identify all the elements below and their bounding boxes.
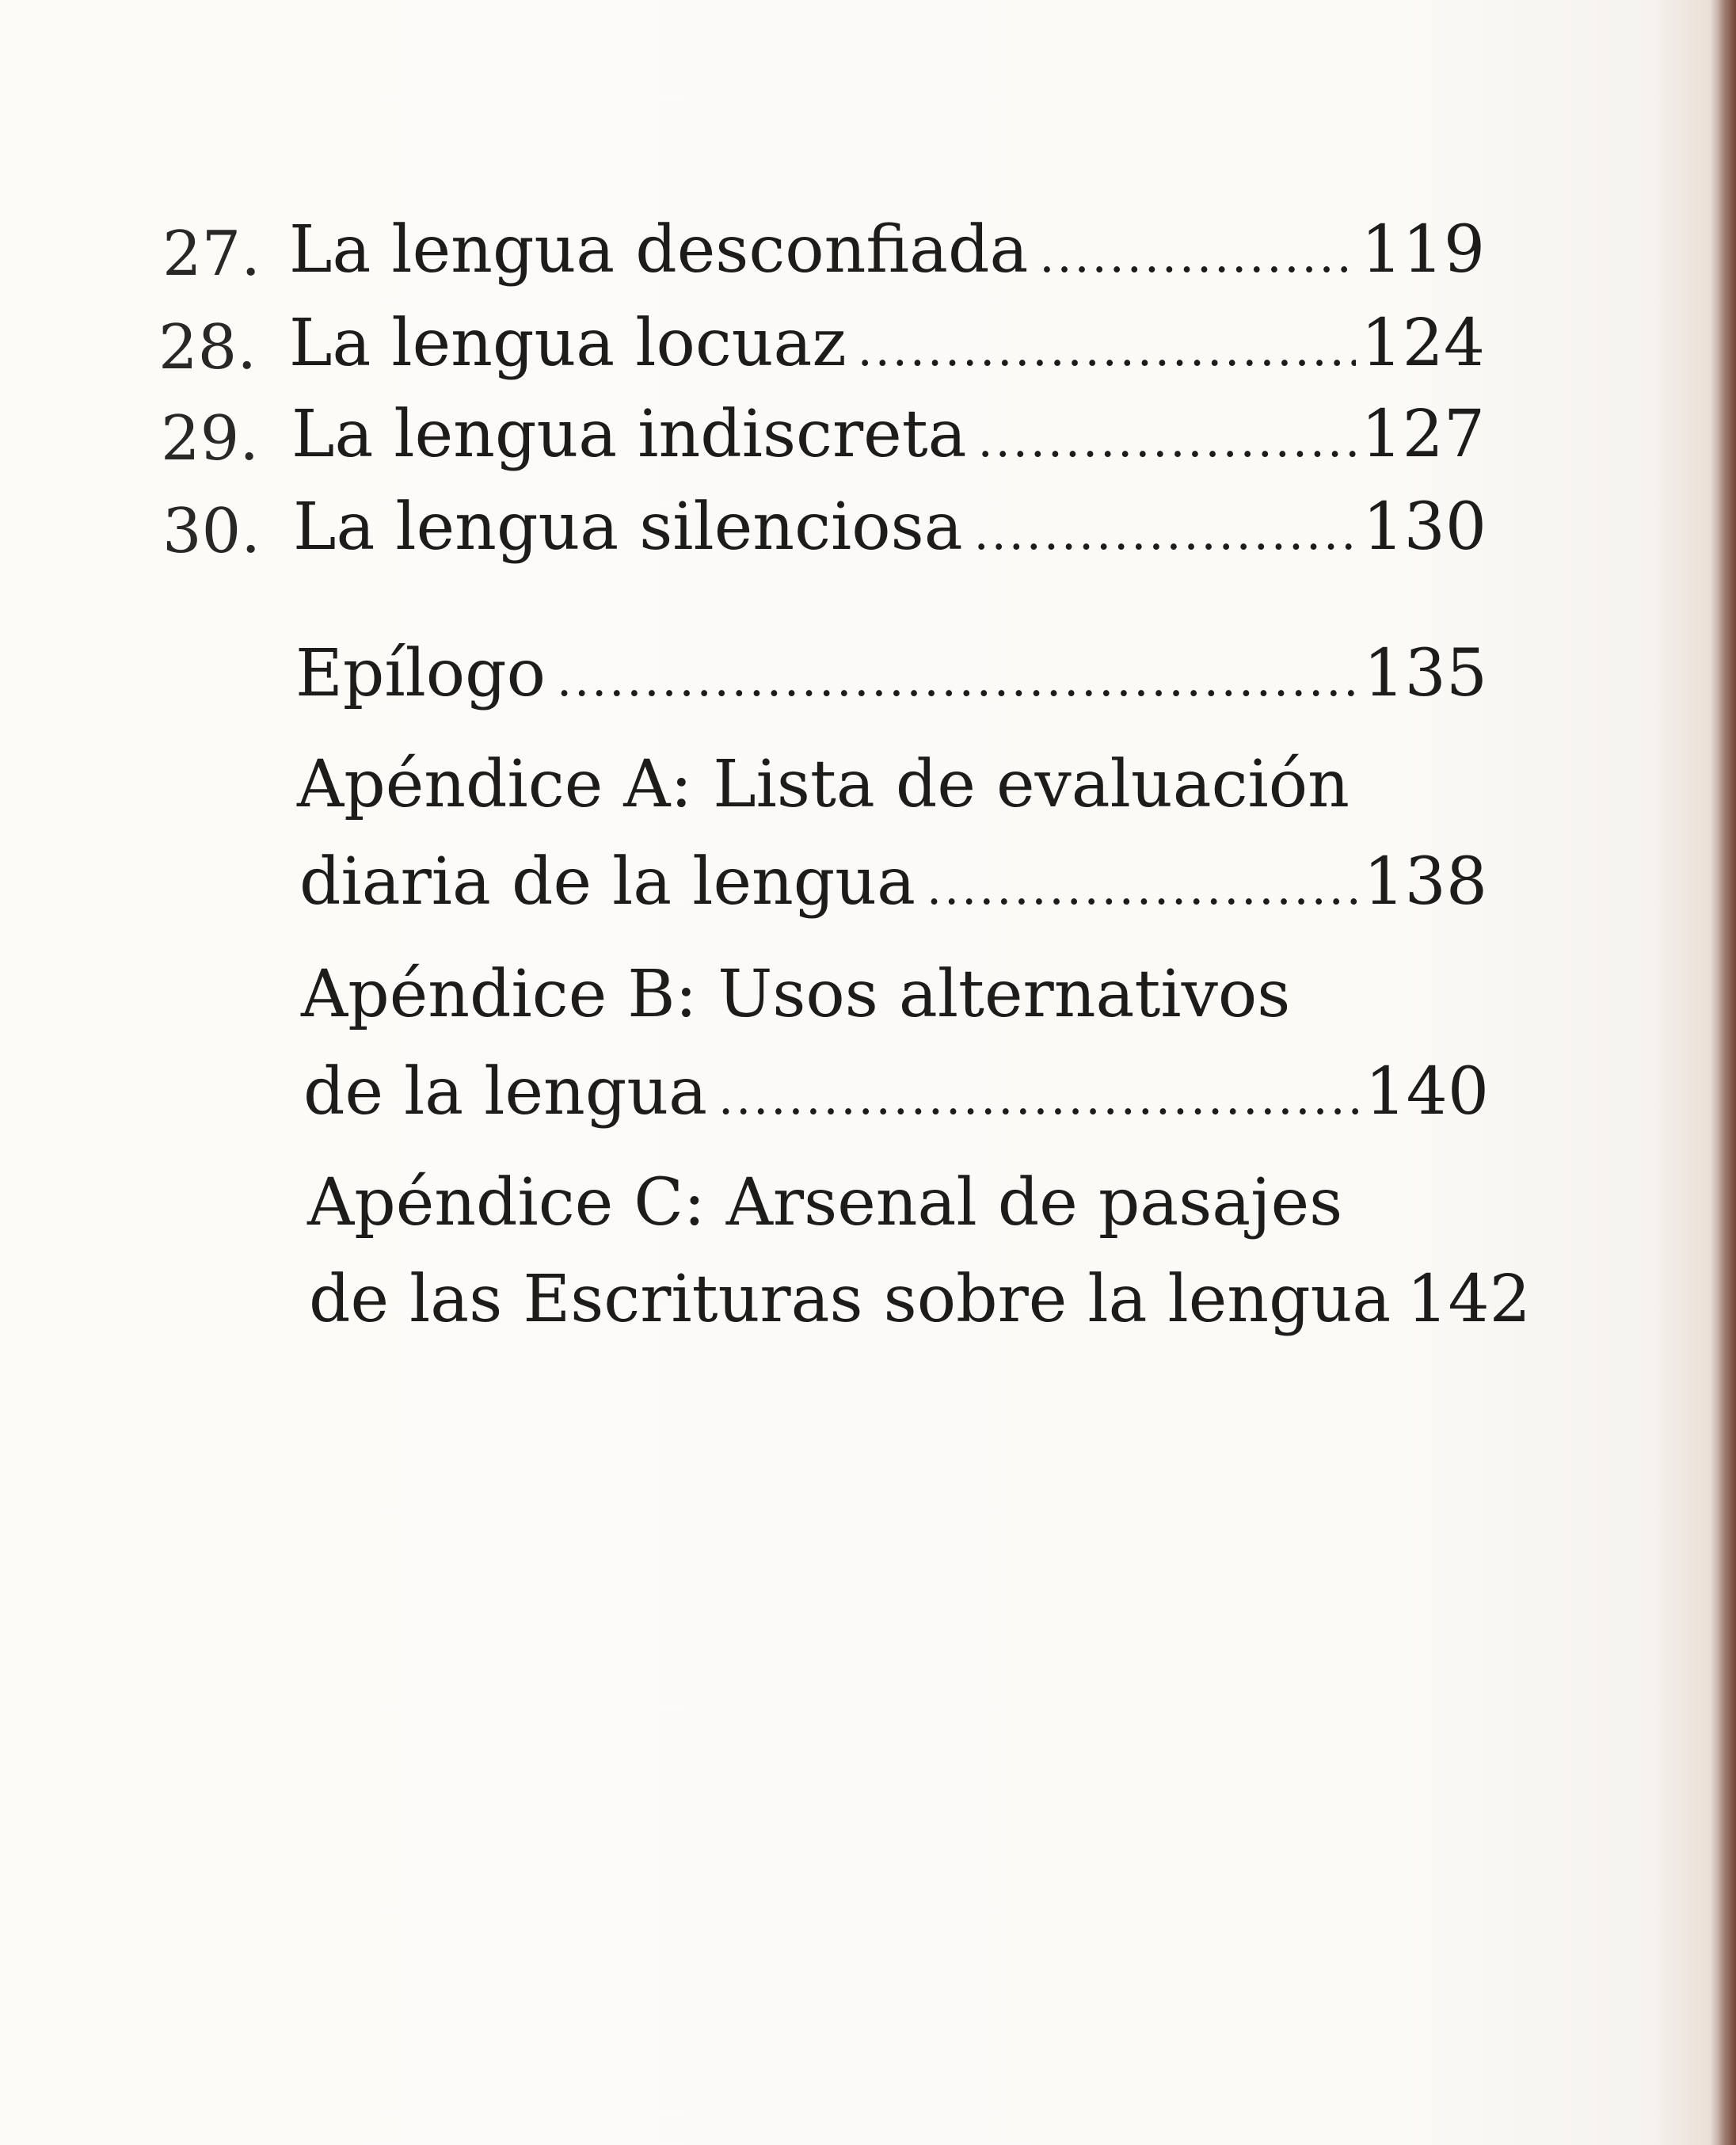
entry-title: La lengua desconfiada [289, 212, 1029, 288]
toc-entry-appendix-b[interactable] [303, 1054, 1489, 1130]
entry-page-number: 142 [1407, 1262, 1531, 1337]
chapter-number: 30. [162, 496, 261, 567]
entry-page-number: 135 [1363, 636, 1487, 711]
toc-entry-epilogue[interactable] [295, 636, 1487, 711]
chapter-number: 28. [158, 312, 257, 383]
entry-title: La lengua indiscreta [291, 397, 967, 472]
entry-title: La lengua silenciosa [293, 490, 963, 565]
entry-page-number: 119 [1361, 212, 1485, 288]
dot-leader [978, 417, 1357, 464]
entry-page-number: 140 [1365, 1054, 1489, 1130]
entry-title: Epílogo [295, 636, 546, 711]
toc-entry-chapter-27[interactable] [289, 212, 1485, 288]
entry-title-line-1: Apéndice B: Usos alternativos [301, 957, 1291, 1032]
toc-entry-appendix-a[interactable] [299, 844, 1487, 920]
entry-title-line-1: Apéndice A: Lista de evaluación [297, 747, 1350, 822]
dot-leader [974, 509, 1358, 557]
entry-title-line-2: de las Escrituras sobre la lengua [309, 1262, 1391, 1337]
dot-leader [927, 864, 1358, 912]
dot-leader [557, 656, 1358, 703]
dot-leader [718, 1074, 1360, 1122]
chapter-number: 29. [161, 403, 260, 474]
entry-page-number: 130 [1362, 490, 1487, 565]
chapter-number: 27. [162, 219, 261, 290]
toc-entry-chapter-28[interactable] [289, 306, 1485, 381]
entry-page-number: 127 [1361, 397, 1485, 472]
entry-title-line-2: diaria de la lengua [299, 844, 916, 920]
entry-title: La lengua locuaz [289, 306, 847, 381]
toc-entry-appendix-c[interactable] [309, 1262, 1531, 1337]
toc-entry-chapter-30[interactable] [293, 490, 1487, 565]
entry-page-number: 124 [1361, 306, 1485, 381]
dot-leader [858, 326, 1357, 373]
toc-entry-chapter-29[interactable] [291, 397, 1485, 472]
entry-page-number: 138 [1363, 844, 1487, 920]
entry-title-line-1: Apéndice C: Arsenal de pasajes [307, 1165, 1343, 1240]
entry-title-line-2: de la lengua [303, 1054, 708, 1130]
dot-leader [1039, 232, 1356, 280]
